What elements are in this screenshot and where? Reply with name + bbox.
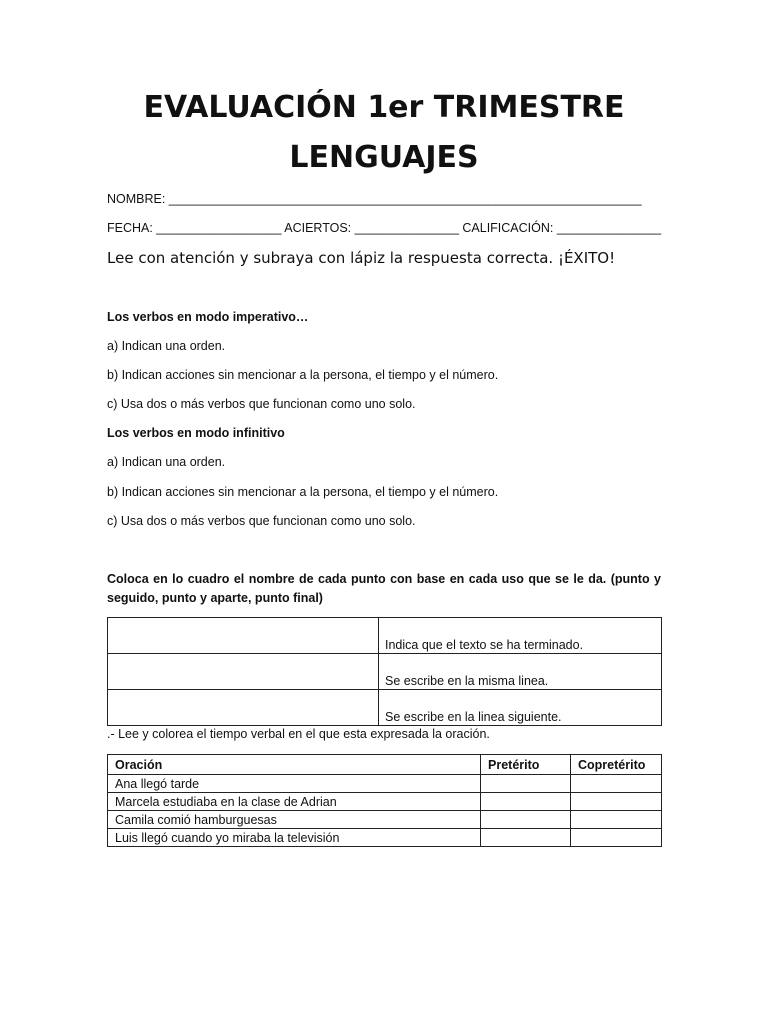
- table-row: [108, 829, 662, 847]
- page-title-line2: LENGUAJES: [289, 140, 479, 175]
- instructions: Lee con atención y subraya con lápiz la respuesta correcta. ¡ÉXITO!: [107, 249, 616, 267]
- copreterito-cell[interactable]: [571, 811, 662, 829]
- question-2-option-a: a) Indican una orden.: [107, 455, 226, 469]
- question-2-option-c: c) Usa dos o más verbos que funcionan como uno solo.: [107, 514, 416, 528]
- table-row: [108, 690, 662, 726]
- table-row: [108, 654, 662, 690]
- header-oracion: Oración: [108, 755, 481, 775]
- section3-instruction: .- Lee y colorea el tiempo verbal en el que esta expresada la oración.: [107, 727, 490, 741]
- question-1-option-b: b) Indican acciones sin mencionar a la persona, el tiempo y el número.: [107, 368, 499, 382]
- sentence-cell: Luis llegó cuando yo miraba la televisión: [108, 829, 481, 847]
- use-cell: Se escribe en la linea siguiente.: [379, 690, 662, 726]
- sentence-cell: Marcela estudiaba en la clase de Adrian: [108, 793, 481, 811]
- question-1-prompt: Los verbos en modo imperativo…: [107, 310, 309, 324]
- answer-cell[interactable]: [108, 618, 379, 654]
- copreterito-cell[interactable]: [571, 829, 662, 847]
- punctuation-table: [107, 617, 662, 726]
- preterito-cell[interactable]: [481, 811, 571, 829]
- fecha-aciertos-calificacion-field: FECHA: __________________ ACIERTOS: _______________ CALIFICACIÓN: _______________: [107, 221, 662, 235]
- question-1-option-a: a) Indican una orden.: [107, 339, 226, 353]
- use-cell: Se escribe en la misma linea.: [379, 654, 662, 690]
- header-preterito: Pretérito: [481, 755, 571, 775]
- preterito-cell[interactable]: [481, 775, 571, 793]
- preterito-cell[interactable]: [481, 793, 571, 811]
- section2-instruction: Coloca en lo cuadro el nombre de cada punto con base en cada uso que se le da. (punto y seguido, punto y aparte, punto final): [107, 572, 661, 605]
- answer-cell[interactable]: [108, 654, 379, 690]
- table-row: [108, 811, 662, 829]
- use-cell: Indica que el texto se ha terminado.: [379, 618, 662, 654]
- sentence-cell: Ana llegó tarde: [108, 775, 481, 793]
- preterito-cell[interactable]: [481, 829, 571, 847]
- question-2-option-b: b) Indican acciones sin mencionar a la persona, el tiempo y el número.: [107, 485, 499, 499]
- copreterito-cell[interactable]: [571, 775, 662, 793]
- sentence-cell: Camila comió hamburguesas: [108, 811, 481, 829]
- nombre-field: NOMBRE: ____________________________________________________________________: [107, 192, 642, 206]
- table-header-row: [108, 755, 662, 775]
- answer-cell[interactable]: [108, 690, 379, 726]
- table-row: [108, 775, 662, 793]
- table-row: [108, 793, 662, 811]
- question-1-option-c: c) Usa dos o más verbos que funcionan como uno solo.: [107, 397, 416, 411]
- page-title-line1: EVALUACIÓN 1er TRIMESTRE: [143, 90, 625, 125]
- question-2-prompt: Los verbos en modo infinitivo: [107, 426, 285, 440]
- header-copreterito: Copretérito: [571, 755, 662, 775]
- verb-tense-table: [107, 754, 662, 847]
- copreterito-cell[interactable]: [571, 793, 662, 811]
- table-row: [108, 618, 662, 654]
